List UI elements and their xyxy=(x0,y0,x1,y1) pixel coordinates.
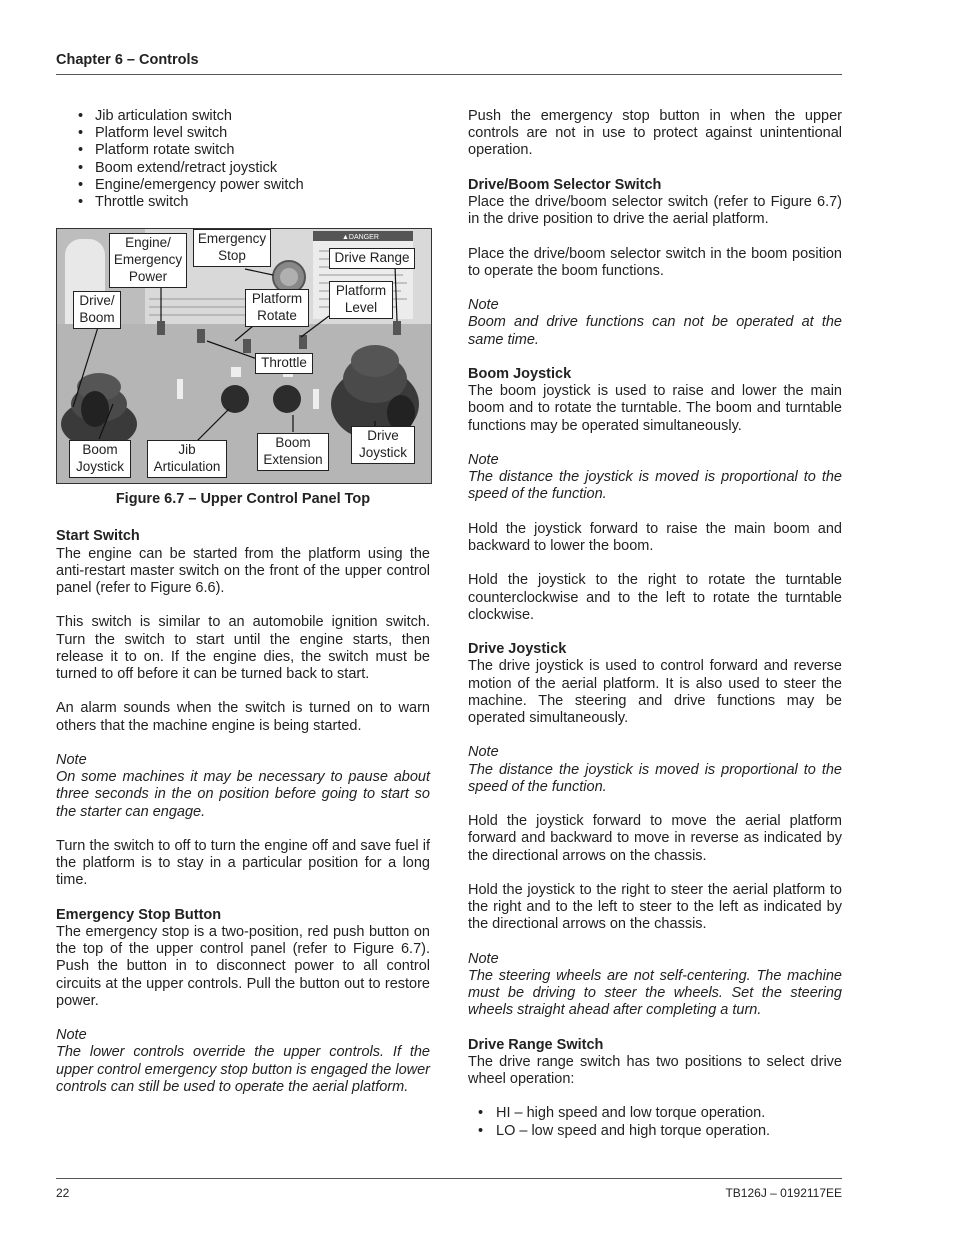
note-label: Note xyxy=(56,752,87,769)
paragraph: Hold the joystick to the right to steer the aerial platform to the right and to the left to steer to the left as indicated by the directional arrows on the chassis. xyxy=(468,881,842,933)
callout-drive-joystick: Drive Joystick xyxy=(351,426,415,464)
callout-drive-range: Drive Range xyxy=(329,248,415,269)
note-label: Note xyxy=(56,1027,87,1044)
drive-range-options xyxy=(478,1105,842,1139)
figure-caption: Figure 6.7 – Upper Control Panel Top xyxy=(115,491,371,508)
paragraph: Turn the switch to off to turn the engine off and save fuel if the platform is to stay in a particular position for a long time. xyxy=(56,838,430,889)
list-item: • LO – low speed and high torque operation. xyxy=(478,1123,842,1140)
section-heading: Drive Range Switch xyxy=(468,1036,604,1053)
note-text: The lower controls override the upper controls. If the upper control emergency stop button is engaged the lower controls can still be used to operate the aerial platform. xyxy=(56,1044,431,1095)
callout-boom-joystick: Boom Joystick xyxy=(69,440,131,478)
note-text: Boom and drive functions can not be operated at the same time. xyxy=(468,314,842,348)
list-item: • Platform level switch xyxy=(78,125,430,142)
note-label: Note xyxy=(468,297,499,314)
note-text: On some machines it may be necessary to pause about three seconds in the on position before going to start so the starter can engage. xyxy=(56,769,430,820)
section-heading: Drive Joystick xyxy=(468,641,567,658)
danger-label: ▲DANGER xyxy=(342,234,379,242)
paragraph: This switch is similar to an automobile ignition switch. Turn the switch to start until the engine starts, then release it to on. If the engine dies, the switch must be turned to off before it can be turned back to start. xyxy=(56,614,430,683)
list-item: • Engine/emergency power switch xyxy=(78,177,430,194)
paragraph: Place the drive/boom selector switch in the boom position to operate the boom functions. xyxy=(468,245,842,279)
list-item: • HI – high speed and low torque operation. xyxy=(478,1105,842,1122)
footer-rule xyxy=(56,1178,842,1179)
callout-jib-articulation: Jib Articulation xyxy=(147,440,227,478)
control-panel-photo xyxy=(56,228,432,484)
callout-drive-boom: Drive/ Boom xyxy=(73,291,121,329)
list-item: • Jib articulation switch xyxy=(78,108,430,125)
list-item: • Boom extend/retract joystick xyxy=(78,160,430,177)
paragraph: The engine can be started from the platform using the anti-restart master switch on the front of the upper control panel (refer to Figure 6.6). xyxy=(56,545,430,597)
paragraph: Hold the joystick forward to raise the main boom and backward to lower the boom. xyxy=(468,520,842,554)
paragraph: Hold the joystick to the right to rotate the turntable counterclockwise and to the left to rotate the turntable clockwise. xyxy=(468,572,842,623)
list-item: • Throttle switch xyxy=(78,194,430,211)
callout-platform-level: Platform Level xyxy=(329,281,393,319)
paragraph: The boom joystick is used to raise and lower the main boom and to rotate the turntable. The boom and turntable functions may be operated simultaneously. xyxy=(468,383,842,434)
note-label: Note xyxy=(468,744,499,761)
section-heading: Drive/Boom Selector Switch xyxy=(468,176,662,193)
paragraph: The drive joystick is used to control forward and reverse motion of the aerial platform. It is also used to steer the machine. The steering and drive functions may be operated simultaneously. xyxy=(468,658,842,726)
paragraph: Hold the joystick forward to move the aerial platform forward and backward to move in reverse as indicated by the directional arrows on the chassis. xyxy=(468,813,842,864)
paragraph: Place the drive/boom selector switch (refer to Figure 6.7) in the drive position to drive the aerial platform. xyxy=(468,194,842,228)
note-text: The distance the joystick is moved is proportional to the speed of the function. xyxy=(468,469,842,503)
header-rule xyxy=(56,74,842,75)
chapter-header: Chapter 6 – Controls xyxy=(56,52,199,68)
note-label: Note xyxy=(468,950,499,967)
note-label: Note xyxy=(468,451,499,468)
callout-boom-extension: Boom Extension xyxy=(257,433,329,471)
note-text: The steering wheels are not self-centering. The machine must be driving to steer the wheels. Set the steering wheels straight ahead after completing a turn. xyxy=(468,967,842,1019)
callout-engine-emergency-power: Engine/ Emergency Power xyxy=(109,233,187,287)
section-heading: Emergency Stop Button xyxy=(56,906,222,923)
paragraph: Push the emergency stop button in when the upper controls are not in use to protect against unintentional operation. xyxy=(468,108,842,159)
section-heading: Boom Joystick xyxy=(468,365,572,382)
list-item: • Platform rotate switch xyxy=(78,142,430,159)
paragraph: The emergency stop is a two-position, red push button on the top of the upper control panel (refer to Figure 6.7). Push the button in to disconnect power to all control circuits at the upper controls. Pull the button out to restore power. xyxy=(56,924,430,1009)
right-column xyxy=(468,108,842,1140)
paragraph: An alarm sounds when the switch is turned on to warn others that the machine engine is being started. xyxy=(56,700,430,734)
section-heading: Start Switch xyxy=(56,528,140,545)
callout-throttle: Throttle xyxy=(255,353,313,374)
controls-list xyxy=(78,108,430,211)
callout-emergency-stop: Emergency Stop xyxy=(193,229,271,267)
note-text: The distance the joystick is moved is proportional to the speed of the function. xyxy=(468,761,842,795)
page-number: 22 xyxy=(56,1186,70,1200)
document-id: TB126J – 0192117EE xyxy=(725,1186,842,1200)
callout-platform-rotate: Platform Rotate xyxy=(245,289,309,327)
paragraph: The drive range switch has two positions to select drive wheel operation: xyxy=(468,1053,842,1088)
left-column xyxy=(56,108,430,1096)
